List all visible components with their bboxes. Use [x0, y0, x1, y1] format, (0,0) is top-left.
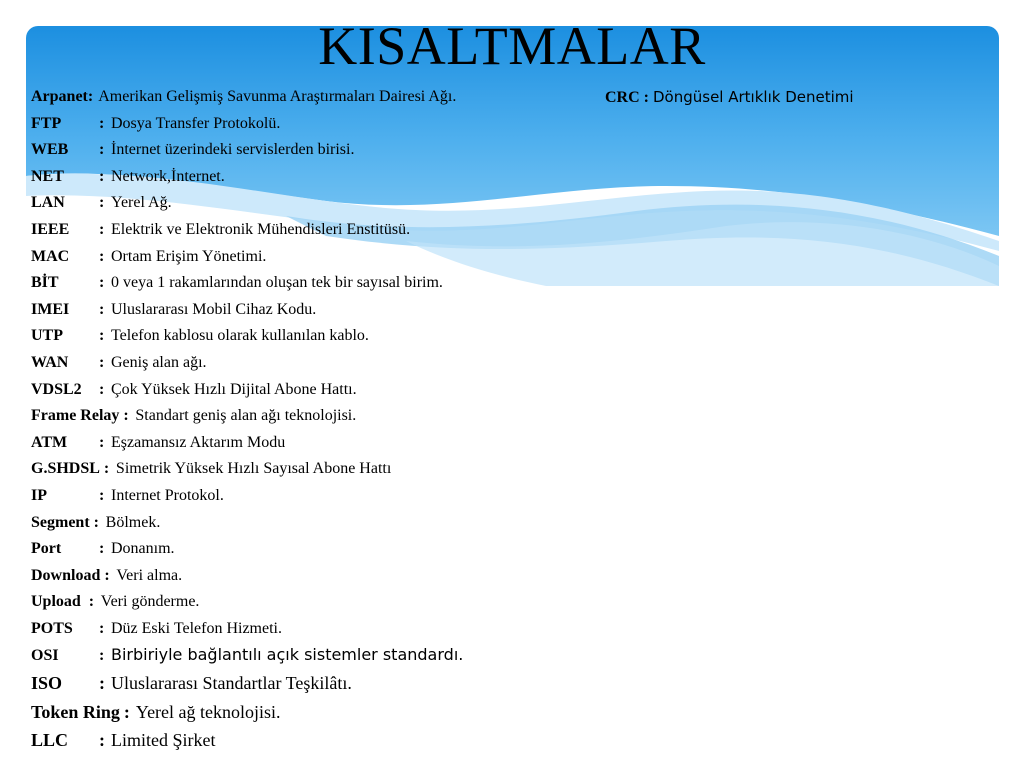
abbr-colon: : [104, 566, 110, 584]
crc-entry [605, 84, 854, 111]
abbr-term: CRC [605, 89, 640, 106]
list-item [31, 698, 611, 727]
abbr-colon: : [99, 167, 105, 185]
abbr-term: VDSL2 [31, 380, 82, 398]
list-item [31, 270, 611, 297]
list-item [31, 726, 611, 755]
abbr-definition: Network,İnternet. [111, 167, 225, 185]
abbr-definition: Çok Yüksek Hızlı Dijital Abone Hattı. [111, 380, 357, 398]
abbr-term: Token Ring [31, 701, 120, 722]
list-item [31, 190, 611, 217]
abbr-definition: Uluslararası Standartlar Teşkilâtı. [111, 673, 352, 694]
abbr-term: IEEE [31, 220, 70, 238]
abbr-term: LLC [31, 730, 69, 751]
abbr-colon: : [99, 619, 105, 637]
abbr-colon: : [99, 247, 105, 265]
abbr-term: WAN [31, 353, 69, 371]
abbr-definition: Yerel ağ teknolojisi. [135, 701, 281, 722]
abbr-term: BİT [31, 274, 59, 292]
abbr-definition: Telefon kablosu olarak kullanılan kablo. [111, 327, 369, 345]
abbr-definition: Internet Protokol. [111, 486, 224, 504]
abbr-definition: Elektrik ve Elektronik Mühendisleri Enstitüsü. [111, 220, 411, 238]
abbr-definition: İnternet üzerindeki servislerden birisi. [111, 141, 355, 159]
abbr-definition: Limited Şirket [111, 730, 216, 751]
abbr-term: FTP [31, 114, 62, 132]
list-item [31, 669, 611, 698]
abbr-term: Download [31, 566, 101, 584]
abbr-term: Upload [31, 593, 81, 611]
list-item [31, 403, 611, 430]
abbr-colon: : [99, 274, 105, 292]
abbr-definition: Eşzamansız Aktarım Modu [111, 433, 286, 451]
abbr-term: IP [31, 486, 47, 504]
abbr-definition: Geniş alan ağı. [111, 353, 207, 371]
list-item [31, 589, 611, 616]
abbr-definition: Düz Eski Telefon Hizmeti. [111, 619, 282, 637]
list-item [31, 244, 611, 271]
abbr-term: UTP [31, 327, 63, 345]
list-item [31, 456, 611, 483]
abbr-colon: : [103, 460, 110, 478]
abbr-definition: Birbiriyle bağlantılı açık sistemler standardı. [111, 645, 464, 665]
abbr-definition: Uluslararası Mobil Cihaz Kodu. [111, 300, 317, 318]
abbr-term: MAC [31, 247, 70, 265]
abbr-term: ATM [31, 433, 68, 451]
abbr-colon: : [99, 353, 105, 371]
list-item [31, 84, 611, 111]
abbr-definition: Donanım. [111, 540, 175, 558]
list-item [31, 217, 611, 244]
abbr-colon: : [99, 114, 105, 132]
abbr-term: Port [31, 540, 62, 558]
abbr-term: POTS [31, 619, 73, 637]
abbr-colon: : [99, 380, 105, 398]
abbr-definition: 0 veya 1 rakamlarından oluşan tek bir sayısal birim. [111, 274, 443, 292]
list-item [31, 377, 611, 404]
abbr-definition: Standart geniş alan ağı teknolojisi. [135, 407, 357, 425]
list-item [31, 536, 611, 563]
abbr-definition: Döngüsel Artıklık Denetimi [653, 88, 854, 106]
abbr-term: Frame Relay [31, 407, 120, 425]
abbr-term: OSI [31, 647, 59, 665]
abbr-term: Arpanet: [31, 88, 94, 105]
list-item [31, 297, 611, 324]
list-item [31, 164, 611, 191]
list-item [31, 642, 611, 669]
abbr-term: NET [31, 167, 64, 185]
abbr-colon: : [99, 327, 105, 345]
list-item [31, 350, 611, 377]
abbr-definition: Dosya Transfer Protokolü. [111, 114, 281, 132]
abbr-term: LAN [31, 194, 65, 212]
abbr-definition: Ortam Erişim Yönetimi. [111, 247, 267, 265]
abbr-term: G.SHDSL [31, 460, 100, 478]
abbr-colon: : [93, 513, 99, 531]
abbr-definition: Veri alma. [116, 566, 183, 584]
abbr-definition: Amerikan Gelişmiş Savunma Araştırmaları Dairesi Ağı. [98, 88, 457, 105]
list-item [31, 430, 611, 457]
list-item [31, 323, 611, 350]
abbr-colon: : [99, 647, 105, 665]
list-item [31, 616, 611, 643]
abbr-colon: : [88, 593, 95, 611]
list-item [31, 510, 611, 537]
abbr-term: IMEI [31, 300, 70, 318]
abbr-colon: : [99, 540, 105, 558]
abbr-definition: Yerel Ağ. [111, 194, 172, 212]
abbr-colon: : [99, 486, 105, 504]
list-item [31, 563, 611, 590]
list-item [31, 111, 611, 138]
abbr-colon: : [123, 701, 130, 722]
abbr-colon: : [99, 673, 105, 694]
abbr-colon: : [99, 300, 105, 318]
abbr-colon: : [643, 89, 649, 106]
abbr-definition: Bölmek. [105, 513, 161, 531]
abbr-colon: : [99, 433, 105, 451]
abbr-colon: : [99, 141, 105, 159]
abbr-definition: Veri gönderme. [100, 593, 200, 611]
abbr-colon: : [99, 730, 105, 751]
abbr-colon: : [99, 194, 105, 212]
abbr-colon: : [123, 407, 129, 425]
abbr-colon: : [99, 220, 105, 238]
abbr-term: Segment [31, 513, 90, 531]
list-item [31, 137, 611, 164]
abbr-definition: Simetrik Yüksek Hızlı Sayısal Abone Hattı [115, 460, 392, 478]
list-item [31, 483, 611, 510]
abbr-term: WEB [31, 141, 69, 159]
abbr-term: ISO [31, 673, 63, 694]
abbreviation-list [31, 84, 611, 755]
slide-title: KISALTMALAR [318, 16, 706, 76]
